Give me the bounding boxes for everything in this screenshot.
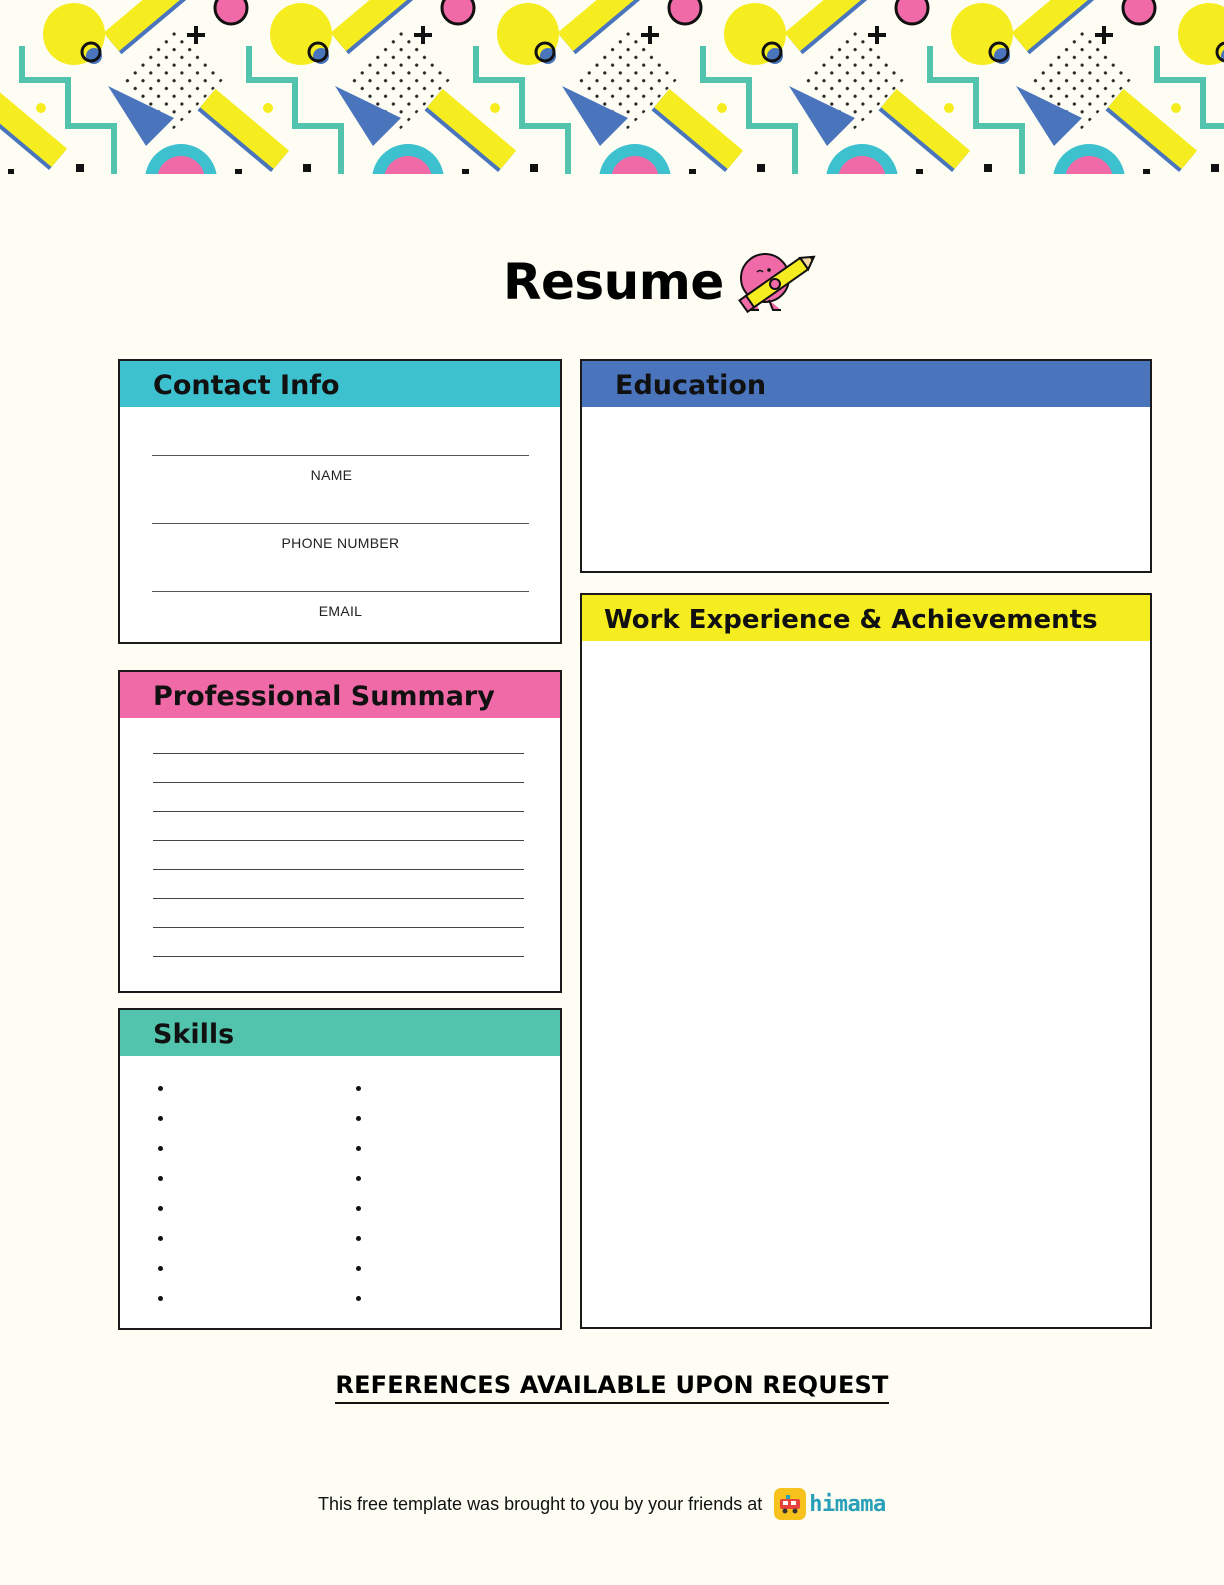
skill-bullet bbox=[158, 1116, 163, 1121]
skill-bullet bbox=[158, 1206, 163, 1211]
page-title: Resume bbox=[503, 253, 724, 311]
skills-heading: Skills bbox=[120, 1010, 560, 1056]
skill-bullet bbox=[356, 1086, 361, 1091]
name-label: NAME bbox=[310, 467, 353, 483]
footer bbox=[318, 1486, 886, 1522]
skill-bullet bbox=[356, 1296, 361, 1301]
professional-summary-heading: Professional Summary bbox=[120, 672, 560, 718]
work-experience-heading: Work Experience & Achievements bbox=[582, 595, 1150, 641]
work-experience-section bbox=[580, 593, 1152, 1329]
summary-writing-line[interactable] bbox=[153, 840, 524, 841]
title-area bbox=[0, 248, 1224, 318]
phone-number-label: PHONE NUMBER bbox=[281, 535, 400, 551]
summary-writing-line[interactable] bbox=[153, 782, 524, 783]
summary-writing-line[interactable] bbox=[153, 927, 524, 928]
himama-brand-text[interactable]: himama bbox=[809, 1491, 886, 1517]
references-text: REFERENCES AVAILABLE UPON REQUEST bbox=[335, 1370, 888, 1404]
contact-info-section bbox=[118, 359, 562, 644]
skill-bullet bbox=[158, 1296, 163, 1301]
skill-bullet bbox=[356, 1116, 361, 1121]
summary-writing-line[interactable] bbox=[153, 956, 524, 957]
contact-info-heading: Contact Info bbox=[120, 361, 560, 407]
name-field[interactable] bbox=[152, 455, 529, 483]
skill-bullet bbox=[158, 1146, 163, 1151]
professional-summary-section bbox=[118, 670, 562, 993]
skill-bullet bbox=[356, 1266, 361, 1271]
skill-bullet bbox=[356, 1206, 361, 1211]
phone-number-field[interactable] bbox=[152, 523, 529, 551]
skill-bullet bbox=[158, 1266, 163, 1271]
summary-writing-line[interactable] bbox=[153, 811, 524, 812]
references-note bbox=[0, 1370, 1224, 1404]
email-label: EMAIL bbox=[318, 603, 363, 619]
skill-bullet bbox=[158, 1176, 163, 1181]
himama-train-logo-icon[interactable] bbox=[774, 1488, 806, 1520]
summary-writing-line[interactable] bbox=[153, 898, 524, 899]
decorative-pattern-banner bbox=[0, 0, 1224, 174]
skill-bullet bbox=[158, 1236, 163, 1241]
education-heading: Education bbox=[582, 361, 1150, 407]
skill-bullet bbox=[158, 1086, 163, 1091]
education-section bbox=[580, 359, 1152, 573]
skill-bullet bbox=[356, 1146, 361, 1151]
email-field[interactable] bbox=[152, 591, 529, 619]
skill-bullet bbox=[356, 1236, 361, 1241]
summary-writing-line[interactable] bbox=[153, 869, 524, 870]
pencil-mascot-icon bbox=[735, 248, 821, 314]
skill-bullet bbox=[356, 1176, 361, 1181]
footer-text: This free template was brought to you by your friends at bbox=[318, 1493, 763, 1514]
summary-writing-line[interactable] bbox=[153, 753, 524, 754]
skills-section bbox=[118, 1008, 562, 1330]
